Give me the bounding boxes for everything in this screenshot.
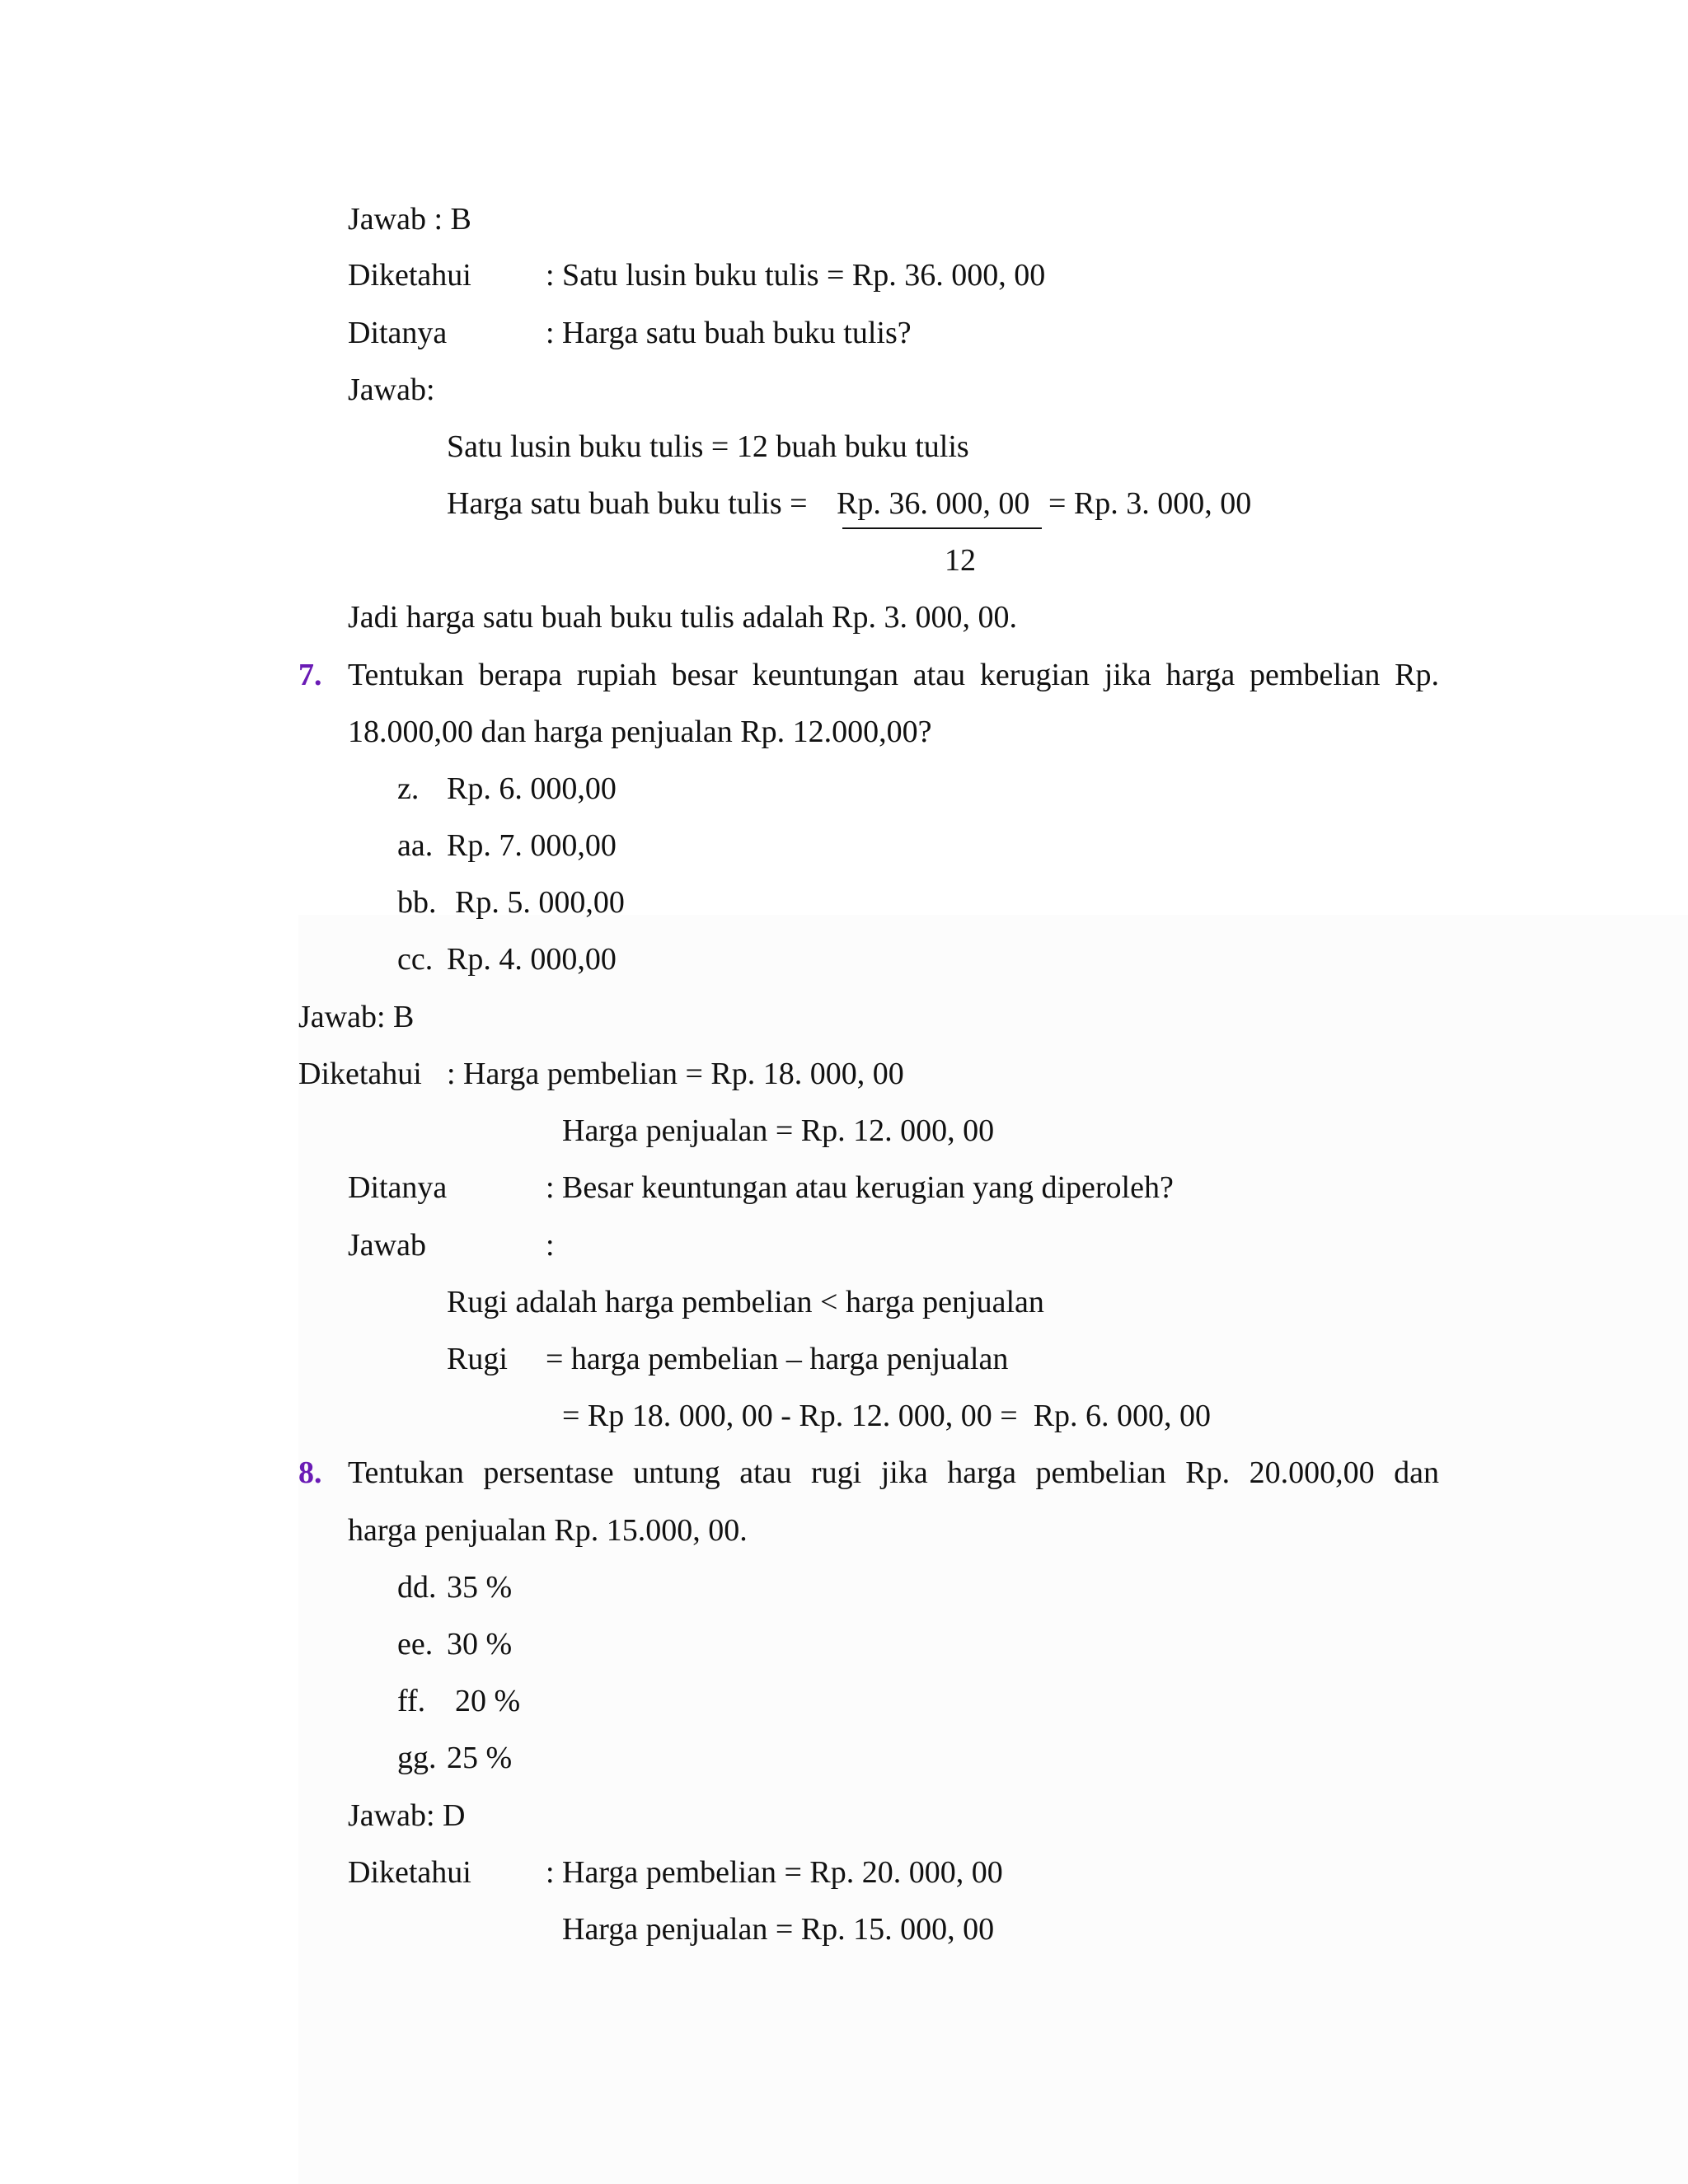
q8-option-letter: ee. xyxy=(397,1627,434,1661)
page-shade xyxy=(298,915,1688,2184)
q7-option-text: Rp. 4. 000,00 xyxy=(447,942,617,977)
q7-diketahui-value1: : Harga pembelian = Rp. 18. 000, 00 xyxy=(447,1057,904,1091)
q7-step3: = Rp 18. 000, 00 - Rp. 12. 000, 00 = Rp. 6. 000, 00 xyxy=(562,1399,1212,1433)
q6-diketahui-value: : Satu lusin buku tulis = Rp. 36. 000, 00 xyxy=(546,258,1046,293)
q7-option-text: Rp. 5. 000,00 xyxy=(455,885,625,920)
q7-jawab-result: Jawab: B xyxy=(298,1000,415,1034)
q7-ditanya-label: Ditanya xyxy=(348,1170,448,1205)
q6-jawab-label: Jawab: xyxy=(348,373,435,407)
q6-step2-suffix: = Rp. 3. 000, 00 xyxy=(1048,486,1252,521)
q8-jawab-result: Jawab: D xyxy=(348,1798,466,1833)
q8-option-letter: ff. xyxy=(397,1684,426,1718)
q7-jawab-label: Jawab xyxy=(348,1228,426,1263)
q7-number: 7. xyxy=(298,658,322,692)
q7-option-letter: z. xyxy=(397,771,420,806)
q7-step1: Rugi adalah harga pembelian < harga penjualan xyxy=(447,1285,1044,1319)
q7-diketahui-value2: Harga penjualan = Rp. 12. 000, 00 xyxy=(562,1113,995,1148)
q6-step2-numerator: Rp. 36. 000, 00 xyxy=(837,486,1030,521)
q8-option-letter: gg. xyxy=(397,1741,437,1775)
q6-step1: Satu lusin buku tulis = 12 buah buku tulis xyxy=(447,429,969,464)
q6-diketahui-label: Diketahui xyxy=(348,258,471,293)
q7-question-line2: 18.000,00 dan harga penjualan Rp. 12.000,00? xyxy=(348,715,932,749)
q8-option-text: 35 % xyxy=(447,1570,513,1605)
q6-conclusion: Jadi harga satu buah buku tulis adalah Rp. 3. 000, 00. xyxy=(348,600,1017,635)
q6-step2-denominator: 12 xyxy=(945,543,976,578)
q6-step2-prefix: Harga satu buah buku tulis = xyxy=(447,486,808,521)
q7-step2-label: Rugi xyxy=(447,1342,508,1376)
q7-option-text: Rp. 7. 000,00 xyxy=(447,828,617,863)
q8-option-text: 25 % xyxy=(447,1741,513,1775)
q8-option-text: 30 % xyxy=(447,1627,513,1661)
q8-option-letter: dd. xyxy=(397,1570,437,1605)
q8-diketahui-value2: Harga penjualan = Rp. 15. 000, 00 xyxy=(562,1912,995,1947)
q7-jawab-colon: : xyxy=(546,1228,555,1263)
q8-question-line1: Tentukan persentase untung atau rugi jika harga pembelian Rp. 20.000,00 dan xyxy=(348,1455,1439,1490)
q7-question-line1: Tentukan berapa rupiah besar keuntungan atau kerugian jika harga pembelian Rp. xyxy=(348,658,1439,692)
q7-ditanya-value: : Besar keuntungan atau kerugian yang diperoleh? xyxy=(546,1170,1174,1205)
q8-question-line2: harga penjualan Rp. 15.000, 00. xyxy=(348,1513,748,1548)
fraction-bar xyxy=(842,527,1042,529)
q7-step2-value: = harga pembelian – harga penjualan xyxy=(546,1342,1009,1376)
q7-option-letter: cc. xyxy=(397,942,434,977)
q7-option-letter: aa. xyxy=(397,828,434,863)
q6-jawab-result: Jawab : B xyxy=(348,202,471,237)
q6-ditanya-label: Ditanya xyxy=(348,316,448,350)
q8-option-text: 20 % xyxy=(455,1684,521,1718)
q8-number: 8. xyxy=(298,1455,322,1490)
q8-diketahui-label: Diketahui xyxy=(348,1855,471,1890)
q6-ditanya-value: : Harga satu buah buku tulis? xyxy=(546,316,912,350)
q7-diketahui-label: Diketahui xyxy=(298,1057,422,1091)
q8-diketahui-value1: : Harga pembelian = Rp. 20. 000, 00 xyxy=(546,1855,1003,1890)
q7-option-letter: bb. xyxy=(397,885,437,920)
q7-option-text: Rp. 6. 000,00 xyxy=(447,771,617,806)
